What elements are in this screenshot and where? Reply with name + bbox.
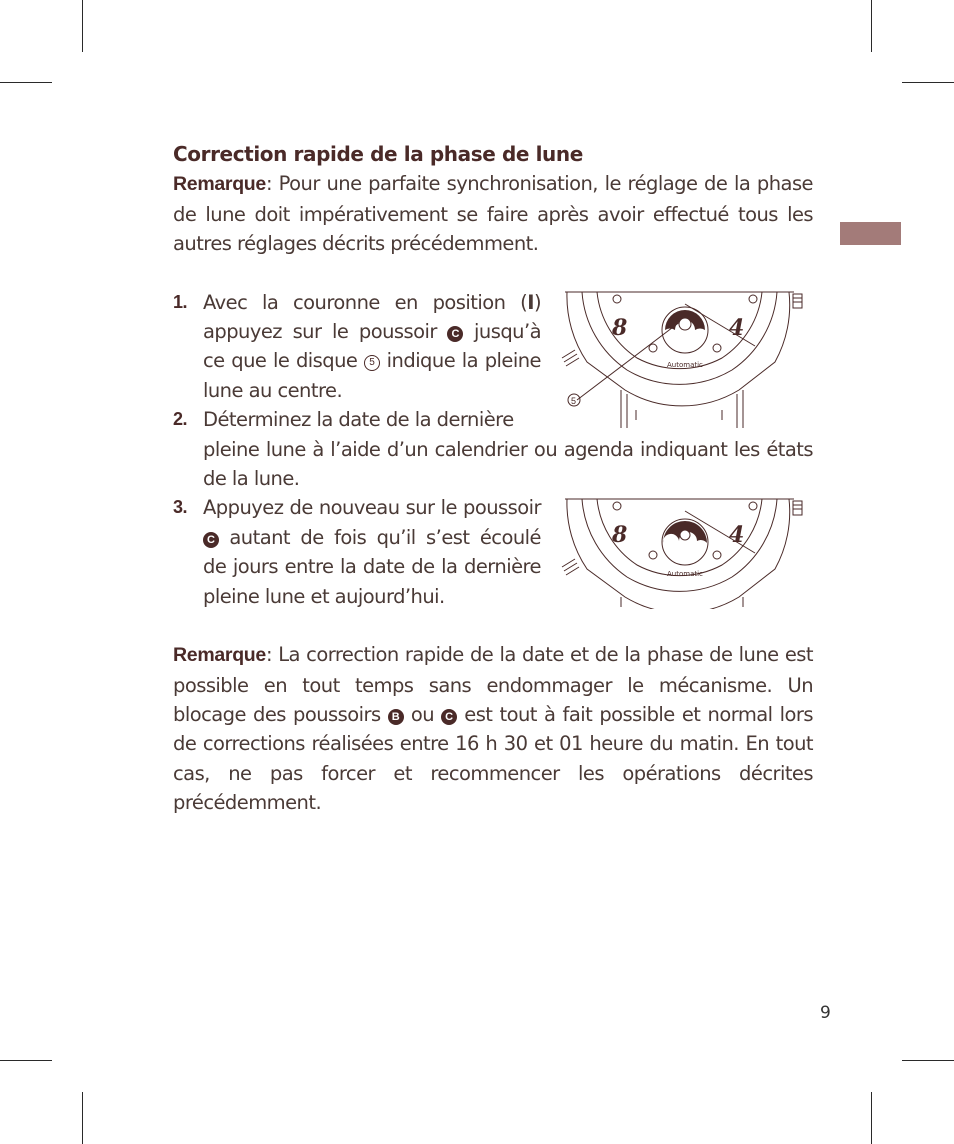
page-content [173,140,813,818]
numeral-right: 4 [729,315,745,341]
note-paragraph-1 [173,169,813,258]
note-text: : Pour une parfaite synchronisation, le réglage de la phase de lune doit impérativement se faire après avoir effectué tous les autres réglages décrits précédemment. [173,172,813,256]
pusher-c-icon: C [203,532,219,548]
step-text-rest: pleine lune à l’aide d’un calendrier ou agenda indiquant les états de la lune. [203,437,813,491]
dial-text: Automatic [667,570,703,578]
pusher-c-icon: C [441,709,457,725]
watch-figure-2 [557,497,812,609]
step-number: 2. [173,409,187,430]
crop-mark [902,82,954,83]
crop-mark [871,0,872,52]
step-number: 1. [173,291,187,312]
crown-position: I [527,290,534,314]
section-tab-marker [840,222,901,245]
crop-mark [871,1092,872,1144]
pusher-c-icon: C [447,326,463,342]
callout-5: 5 [571,396,577,406]
page-number: 9 [820,1003,831,1023]
crop-mark [82,1092,83,1144]
step-text-line1: Déterminez la date de la dernière [203,408,514,432]
dial-text: Automatic [667,361,703,369]
watch-figure-1 [557,290,812,430]
note-label: Remarque [173,644,266,667]
step-text: Appuyez de nouveau sur le poussoir C autant de fois qu’il s’est écoulé de jours entre la date de la dernière pleine lune et aujourd’hui. [203,496,541,608]
step-number: 3. [173,497,187,518]
crop-mark [902,1060,954,1061]
pusher-b-icon: B [388,709,404,725]
crop-mark [0,82,52,83]
step-text: Avec la couronne en position (I) appuyez sur le poussoir C jusqu’à ce que le disque 5 indique la pleine lune au centre. [203,290,542,402]
numeral-right: 4 [729,522,745,548]
note-label: Remarque [173,173,266,196]
section-title: Correction rapide de la phase de lune [173,142,583,166]
disc-5-icon: 5 [364,355,380,371]
crop-mark [82,0,83,52]
crop-mark [0,1060,52,1061]
numeral-left: 8 [612,522,628,548]
numeral-left: 8 [612,315,628,341]
note-paragraph-2: Remarque: La correction rapide de la date et de la phase de lune est possible en tout temps sans endommager le mécanisme. Un blocage des poussoirs B ou C est tout à fait possible et normal lors de corrections réalisées entre 16 h 30 et 01 heure du matin. En tout cas, ne pas forcer et recommencer les opérations décrites précédemment. [173,643,813,815]
